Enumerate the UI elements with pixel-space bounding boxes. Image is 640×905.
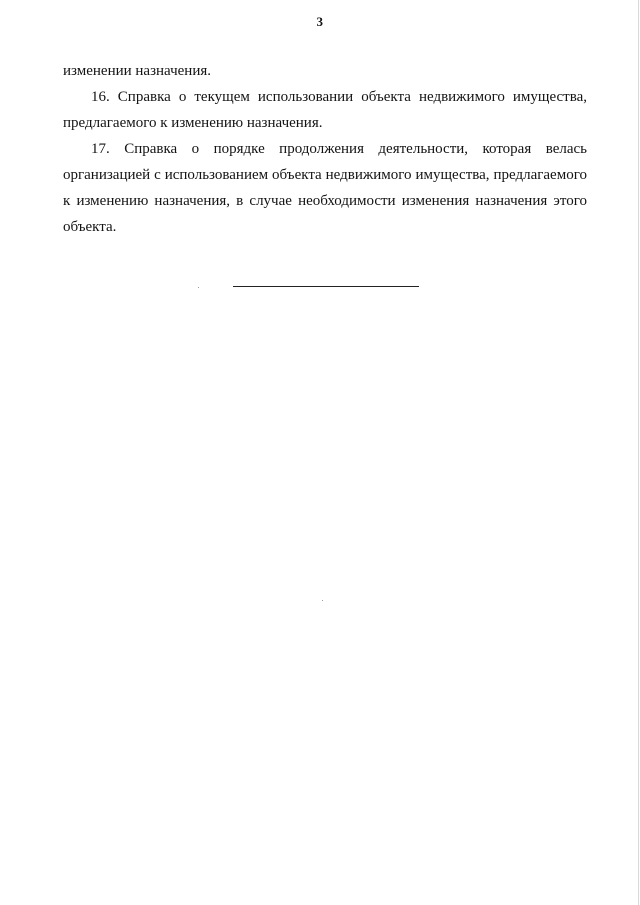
paragraph-item-16: 16. Справка о текущем использовании объекта недвижимого имущества, предлагаемого к изменению назначения.: [63, 89, 587, 131]
page-number: 3: [316, 14, 324, 29]
scan-speck: [198, 287, 199, 288]
document-body: [63, 58, 587, 240]
paragraph-item-17: 17. Справка о порядке продолжения деятельности, которая велась организацией с использованием объекта недвижимого имущества, предлагаемого к изменению назначения, в случае необходимости изменения назначения этого объекта.: [63, 141, 587, 235]
paragraph-continuation: изменении назначения.: [63, 63, 212, 79]
page-edge: [638, 0, 639, 905]
scan-speck: [322, 600, 323, 601]
end-divider-line: [233, 286, 419, 287]
